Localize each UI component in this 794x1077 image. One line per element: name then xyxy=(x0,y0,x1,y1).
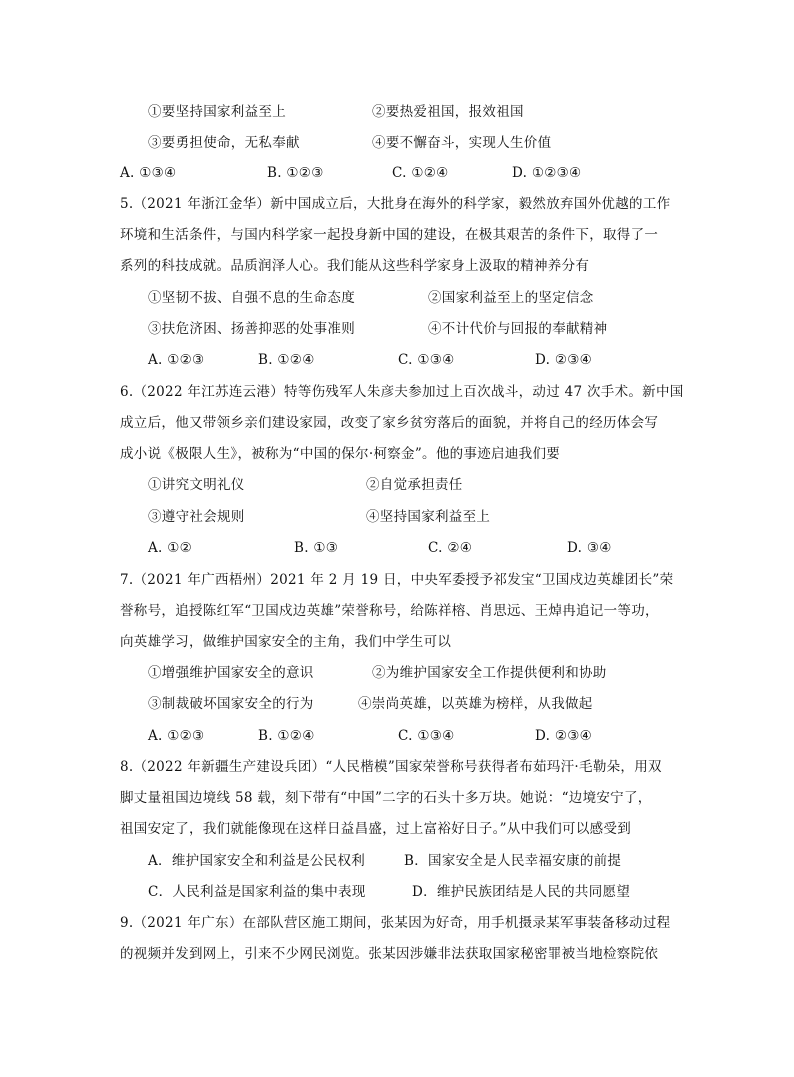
q6-option-1: ①讲究文明礼仪 xyxy=(148,477,245,493)
q7-choices xyxy=(0,727,794,745)
q4-option-4: ④要不懈奋斗，实现人生价值 xyxy=(372,135,552,151)
q7-choice-d: D. ②③④ xyxy=(535,728,593,744)
q5-choice-a: A. ①②③ xyxy=(148,352,205,368)
q4-option-2: ②要热爱祖国，报效祖国 xyxy=(372,104,524,120)
q5-option-1: ①坚韧不拔、自强不息的生命态度 xyxy=(148,290,355,306)
q7-choice-c: C. ①③④ xyxy=(398,728,455,744)
q7-stem-line-2: 誉称号，追授陈红军“卫国戍边英雄”荣誉称号，给陈祥榕、肖思远、王焯冉追记一等功， xyxy=(120,603,659,619)
q9-stem-line-1: 9.（2021 年广东）在部队营区施工期间，张某因为好奇，用手机摄录某军事装备移动过程 xyxy=(120,915,671,931)
q6-option-2: ②自觉承担责任 xyxy=(366,477,463,493)
q6-option-4: ④坚持国家利益至上 xyxy=(366,509,491,525)
q4-option-3: ③要勇担使命，无私奉献 xyxy=(148,135,300,151)
q5-stem-line-1: 5.（2021 年浙江金华）新中国成立后，大批身在海外的科学家，毅然放弃国外优越的工作 xyxy=(120,196,671,212)
q4-choice-a: A. ①③④ xyxy=(120,165,177,181)
q5-choice-c: C. ①③④ xyxy=(398,352,455,368)
q8-option-d: D．维护民族团结是人民的共同愿望 xyxy=(412,884,631,900)
q6-stem-line-2: 成立后，他又带领乡亲们建设家园，改变了家乡贫穷落后的面貌，并将自己的经历体会写 xyxy=(120,415,659,431)
q4-options-row-1 xyxy=(0,103,794,121)
q4-choice-d: D. ①②③④ xyxy=(512,165,582,181)
q6-choice-a: A. ①② xyxy=(148,540,193,556)
q5-choice-b: B. ①②④ xyxy=(258,352,315,368)
q6-choices xyxy=(0,539,794,557)
q7-options-row-2 xyxy=(0,695,794,713)
q6-options-row-1 xyxy=(0,476,794,494)
q7-option-2: ②为维护国家安全工作提供便利和协助 xyxy=(372,665,607,681)
q8-stem-line-3: 祖国安定了，我们就能像现在这样日益昌盛，过上富裕好日子。”从中我们可以感受到 xyxy=(120,821,632,837)
q5-option-4: ④不计代价与回报的奉献精神 xyxy=(428,321,608,337)
q4-options-row-2 xyxy=(0,134,794,152)
q6-stem-line-1: 6.（2022 年江苏连云港）特等伤残军人朱彦夫参加过上百次战斗，动过 47 次手术。新中国 xyxy=(120,384,684,400)
q7-choice-b: B. ①②④ xyxy=(258,728,315,744)
q6-option-3: ③遵守社会规则 xyxy=(148,509,245,525)
q8-options-row-1 xyxy=(0,852,794,870)
q4-option-1: ①要坚持国家利益至上 xyxy=(148,104,286,120)
q4-choice-c: C. ①②④ xyxy=(392,165,449,181)
q4-choices xyxy=(0,164,794,182)
q6-choice-c: C. ②④ xyxy=(428,540,473,556)
q5-stem-line-3: 系列的科技成就。品质润泽人心。我们能从这些科学家身上汲取的精神养分有 xyxy=(120,258,590,274)
q6-stem-line-3: 成小说《极限人生》，被称为“中国的保尔·柯察金”。他的事迹启迪我们要 xyxy=(120,446,561,462)
q7-option-4: ④崇尚英雄，以英雄为榜样，从我做起 xyxy=(358,696,593,712)
q7-options-row-1 xyxy=(0,664,794,682)
q7-stem-line-3: 向英雄学习，做维护国家安全的主角，我们中学生可以 xyxy=(120,634,452,650)
q5-options-row-1 xyxy=(0,289,794,307)
q5-option-2: ②国家利益至上的坚定信念 xyxy=(428,290,594,306)
q4-choice-b: B. ①②③ xyxy=(267,165,324,181)
q7-option-3: ③制裁破坏国家安全的行为 xyxy=(148,696,314,712)
q8-options-row-2 xyxy=(0,883,794,901)
q8-option-c: C．人民利益是国家利益的集中表现 xyxy=(148,884,366,900)
q6-choice-b: B. ①③ xyxy=(294,540,339,556)
q7-choice-a: A. ①②③ xyxy=(148,728,205,744)
q8-stem-line-1: 8.（2022 年新疆生产建设兵团）“人民楷模”国家荣誉称号获得者布茹玛汗·毛勒朵，用双 xyxy=(120,759,662,775)
q7-stem-line-1: 7.（2021 年广西梧州）2021 年 2 月 19 日，中央军委授予祁发宝“卫国戍边英雄团长”荣 xyxy=(120,572,674,588)
q9-stem-line-2: 的视频并发到网上，引来不少网民浏览。张某因涉嫌非法获取国家秘密罪被当地检察院依 xyxy=(120,946,659,962)
q5-stem-line-2: 环境和生活条件，与国内科学家一起投身新中国的建设，在极其艰苦的条件下，取得了一 xyxy=(120,227,659,243)
q8-option-a: A．维护国家安全和利益是公民权利 xyxy=(148,853,366,869)
q6-choice-d: D. ③④ xyxy=(567,540,612,556)
q8-stem-line-2: 脚丈量祖国边境线 58 载，刻下带有“中国”二字的石头十多万块。她说：“边境安宁了， xyxy=(120,790,652,806)
q5-option-3: ③扶危济困、扬善抑恶的处事准则 xyxy=(148,321,355,337)
q5-choices xyxy=(0,351,794,369)
q5-choice-d: D. ②③④ xyxy=(535,352,593,368)
q5-options-row-2 xyxy=(0,320,794,338)
q7-option-1: ①增强维护国家安全的意识 xyxy=(148,665,314,681)
q6-options-row-2 xyxy=(0,508,794,526)
q8-option-b: B．国家安全是人民幸福安康的前提 xyxy=(404,853,622,869)
